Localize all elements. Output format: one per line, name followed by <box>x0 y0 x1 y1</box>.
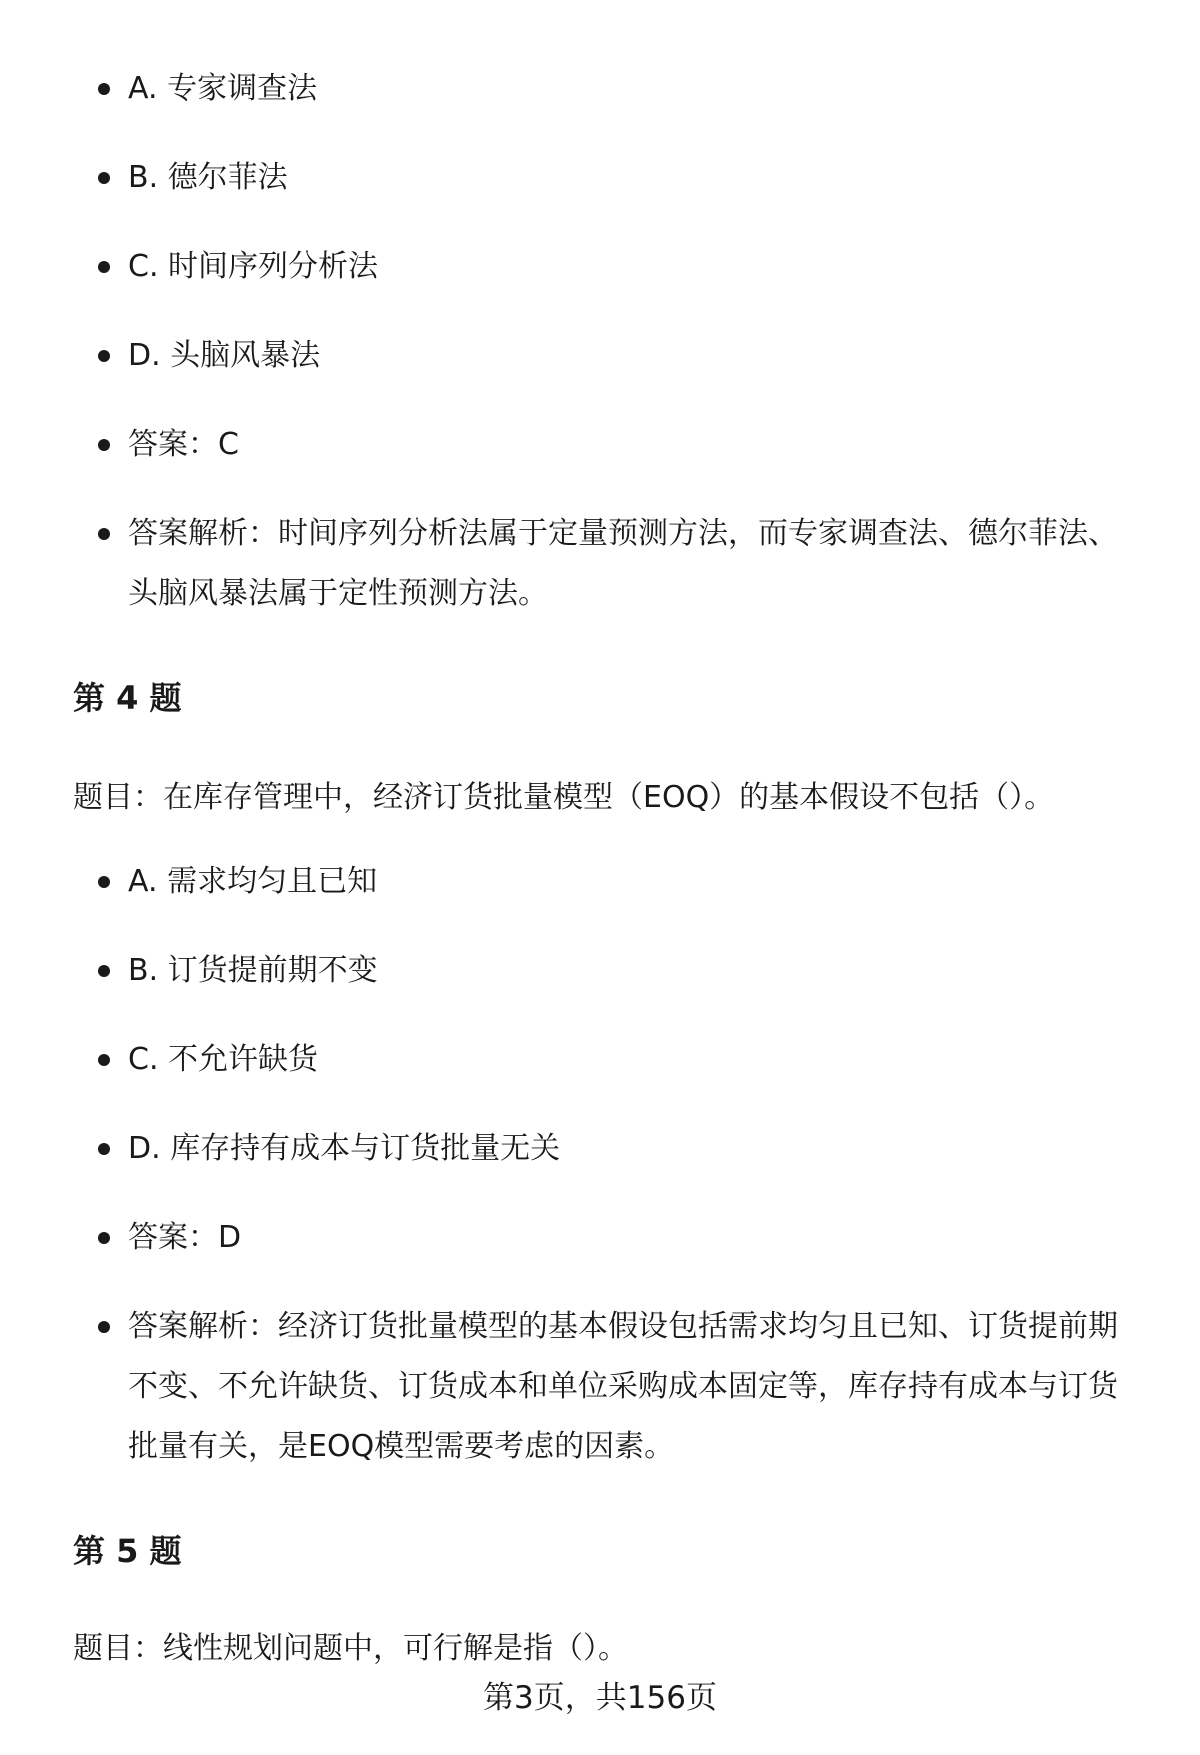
list-item: B. 德尔菲法 <box>0 148 1200 208</box>
list-item: D. 头脑风暴法 <box>0 326 1200 386</box>
answer-item: 答案：C <box>0 415 1200 475</box>
q4-option-list <box>0 852 1200 1506</box>
list-item: A. 专家调查法 <box>0 59 1200 119</box>
q3-option-list <box>0 59 1200 653</box>
list-item: C. 时间序列分析法 <box>0 237 1200 297</box>
question-stem: 题目：在库存管理中，经济订货批量模型（EOQ）的基本假设不包括（）。 <box>73 780 1055 815</box>
analysis-item: 答案解析：时间序列分析法属于定量预测方法，而专家调查法、德尔菲法、头脑风暴法属于定性预测方法。 <box>0 504 1200 624</box>
question-heading: 第 4 题 <box>73 679 182 717</box>
list-item: A. 需求均匀且已知 <box>0 852 1200 912</box>
question-stem: 题目：线性规划问题中，可行解是指（）。 <box>73 1631 628 1666</box>
answer-item: 答案：D <box>0 1208 1200 1268</box>
list-item: B. 订货提前期不变 <box>0 941 1200 1001</box>
analysis-item: 答案解析：经济订货批量模型的基本假设包括需求均匀且已知、订货提前期不变、不允许缺货、订货成本和单位采购成本固定等，库存持有成本与订货批量有关，是EOQ模型需要考虑的因素。 <box>0 1297 1200 1477</box>
list-item: D. 库存持有成本与订货批量无关 <box>0 1119 1200 1179</box>
list-item: C. 不允许缺货 <box>0 1030 1200 1090</box>
question-heading: 第 5 题 <box>73 1532 182 1570</box>
page-footer: 第3页，共156页 <box>483 1680 717 1716</box>
